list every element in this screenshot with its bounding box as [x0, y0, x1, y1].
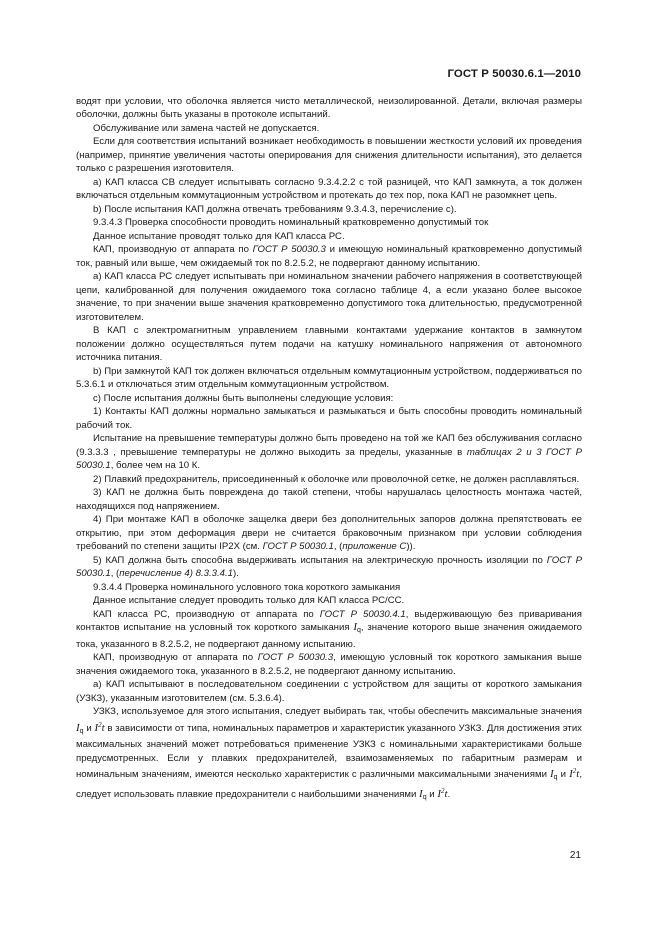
list-item-a: а) КАП класса СВ следует испытывать согласно 9.3.4.2.2 с той разницей, что КАП замкнута, а ток должен включаться отдельным коммутационным устройством и протекать до тех пор, пока КАП не разомкнет цепь. [76, 176, 582, 201]
list-item-2: 2) Плавкий предохранитель, присоединенный к оболочке или проволочной сетке, не должен расплавляться. [93, 473, 580, 485]
list-item-c: с) После испытания должны быть выполнены следующие условия: [93, 392, 394, 404]
symbol-i2t: $I^2t$ [437, 786, 448, 800]
paragraph: Обслуживание или замена частей не допускается. [93, 122, 320, 134]
symbol-iq: $I_q$ [419, 787, 427, 801]
symbol-iq: $I_q$ [550, 768, 558, 781]
list-item-4: 4) При монтаже КАП в оболочке защелка двери без дополнительных запоров должна препятствовать ее открытию, при этом деформация двери не считается браковочным признаком при условии соблюдения требований по степени защиты IP2X (см. ГОСТ Р 50030.1, (приложение С)). [76, 514, 582, 552]
list-item-b: b) При замкнутой КАП ток должен включаться отдельным коммутационным устройством, поддерживаться по 5.3.6.1 и отключаться этим отдельным коммутационным устройством. [76, 365, 582, 390]
document-body [76, 95, 582, 805]
standard-reference: ГОСТ Р 50030.4.1 [319, 608, 406, 620]
symbol-iq: $I_q$ [76, 721, 84, 735]
paragraph: КАП, производную от аппарата по ГОСТ Р 50030.3 и имеющую номинальный кратковременно допустимый ток, равный или выше, чем ожидаемый ток по 8.2.5.2, не подвергают данному испытанию. [76, 244, 583, 269]
list-item-3: 3) КАП не должна быть повреждена до такой степени, чтобы нарушалась целостность монтажа частей, находящихся под напряжением. [76, 487, 582, 512]
symbol-i2t: $I^2t$ [94, 720, 105, 734]
list-item-a: а) КАП испытывают в последовательном соединении с устройством для защиты от короткого замыкания (УЗКЗ), указанным изготовителем (см. 5.3.6.4). [76, 679, 582, 704]
paragraph: В КАП с электромагнитным управлением главными контактами удержание контактов в замкнутом положении должно осуществляться путем подачи на катушку номинального напряжения от автономного источника питания. [76, 325, 582, 363]
standard-reference: ГОСТ Р 50030.1 [76, 554, 582, 579]
appendix-reference: приложение С [342, 541, 407, 552]
paragraph: Испытание на превышение температуры должно быть проведено на той же КАП без обслуживания согласно (9.3.3.3 , превышение температуры не должно выходить за пределы, указанные в таблицах 2 и 3 ГОСТ Р 50030.1, более чем на 10 К. [76, 433, 582, 471]
paragraph: УЗКЗ, используемое для этого испытания, следует выбирать так, чтобы обеспечить максимальные значения $I_q$ и $I^2t$ в зависимости от типа, номинальных параметров и характеристик указанного УЗКЗ. Для достижения этих максимальных значений может потребоваться применение УЗКЗ с номинальными характеристиками больше предусмотренных. Если у плавких предохранителей, взаимозаменяемых по габаритным размерам и номинальным значениям, имеются несколько характеристик с различными максимальными значениями $I_q$ и $I^2t$, следует использовать плавкие предохранители с наибольшими значениями $I_q$ и $I^2t$. [76, 706, 582, 801]
document-header: ГОСТ Р 50030.6.1—2010 [447, 68, 581, 80]
paragraph: Данное испытание следует проводить только для КАП класса РС/СС. [93, 595, 405, 606]
standard-reference: таблицах 2 и 3 ГОСТ Р 50030.1 [76, 446, 582, 471]
clause-reference: перечисление 4) 8.3.3.4.1 [119, 568, 233, 579]
standard-reference: ГОСТ Р 50030.1 [262, 541, 334, 552]
paragraph: КАП, производную от аппарата по ГОСТ Р 50030.3, имеющую условный ток короткого замыкания выше значения ожидаемого тока, указанного в 8.2.5.2, не подвергают данному испытанию. [76, 652, 582, 677]
section-heading: 9.3.4.4 Проверка номинального условного тока короткого замыкания [93, 581, 401, 593]
standard-reference: ГОСТ Р 50030.3 [252, 244, 326, 255]
list-item-5: 5) КАП должна быть способна выдерживать испытания на электрическую прочность изоляции по ГОСТ Р 50030.1, (перечисление 4) 8.3.3.4.1). [76, 554, 582, 579]
paragraph: водят при условии, что оболочка является чисто металлической, неизолированной. Детали, включая размеры оболочки, должны быть указаны в протоколе испытаний. [76, 95, 582, 120]
list-item-1: 1) Контакты КАП должны нормально замыкаться и размыкаться и быть способны проводить номинальный рабочий ток. [76, 406, 582, 431]
standard-reference: ГОСТ Р 50030.3 [257, 652, 334, 663]
symbol-iq: $I_q$ [353, 621, 361, 634]
paragraph: КАП класса РС, производную от аппарата по ГОСТ Р 50030.4.1, выдерживающую без приваривания контактов испытание на условный ток короткого замыкания $I_q$, значение которого выше значения ожидаемого тока, указанного в 8.2.5.2, не подвергают данному испытанию. [76, 608, 582, 650]
page-number: 21 [569, 850, 581, 861]
paragraph: Если для соответствия испытаний возникает необходимость в повышении жесткости условий их проведения (например, принятие увеличения частоты оперирования для снижения длительности испытания), это делается только с разрешения изготовителя. [76, 136, 582, 174]
list-item-a: а) КАП класса РС следует испытывать при номинальном значении рабочего напряжения в соответствующей цепи, калиброванной для получения ожидаемого тока согласно таблице 4, а если указано более высокое значение, то при значении выше значения кратковременно допустимого тока длительностью, предусмотренной изготовителем. [76, 271, 582, 323]
paragraph: Данное испытание проводят только для КАП класса РС. [93, 230, 345, 242]
symbol-i2t: $I^2t$ [569, 767, 580, 780]
list-item-b: b) После испытания КАП должна отвечать требованиям 9.3.4.3, перечисление с). [93, 203, 457, 215]
section-heading: 9.3.4.3 Проверка способности проводить номинальный кратковременно допустимый ток [93, 217, 489, 228]
